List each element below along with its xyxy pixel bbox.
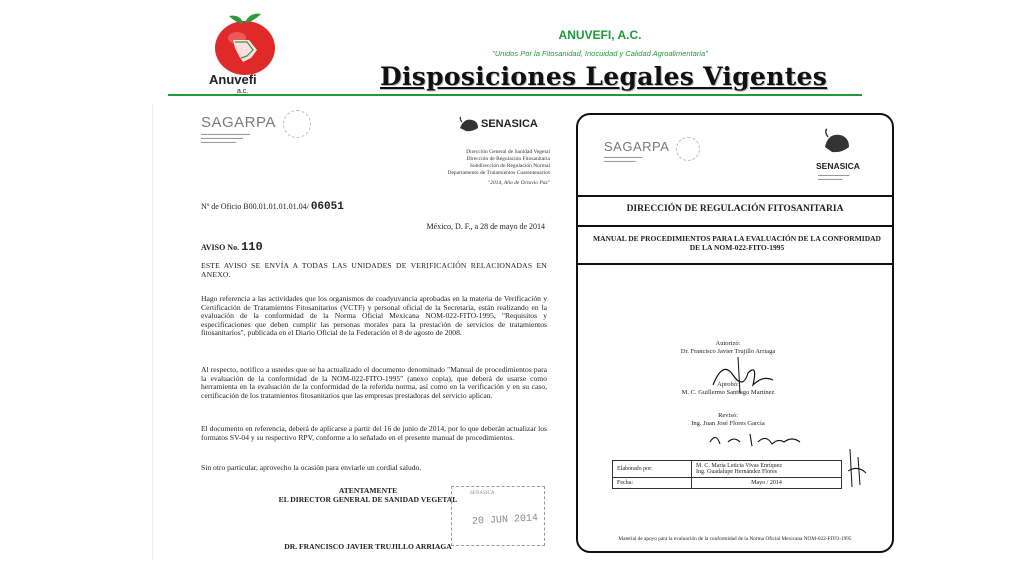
anuvefi-logo <box>205 10 285 94</box>
elaborated-label: Elaborado por: <box>613 461 692 478</box>
sagarpa-subtitle: ▬▬▬▬▬▬▬▬▬▬▬▬▬▬ ▬▬▬▬▬▬▬▬▬▬▬▬ ▬▬▬▬▬▬▬▬▬▬ <box>201 132 250 144</box>
aviso-value: 110 <box>241 240 263 254</box>
government-seal-icon <box>676 137 700 161</box>
approved-block <box>648 381 808 397</box>
separator <box>578 263 892 265</box>
senasica-logo: SENASICA <box>481 118 538 130</box>
signature-reviewed <box>706 430 806 450</box>
dept-line: Departamento de Tratamientos Cuarentenarios <box>447 170 550 176</box>
separator <box>578 195 892 197</box>
elaboration-table <box>612 460 842 489</box>
authorized-block <box>648 340 808 356</box>
aviso-subject: ESTE AVISO SE ENVÍA A TODAS LAS UNIDADES DE VERIFICACIÓN RELACIONADAS EN ANEXO. <box>201 261 547 279</box>
department-lines <box>405 149 550 187</box>
slide-header <box>0 0 1024 100</box>
manual-directorate: DIRECCIÓN DE REGULACIÓN FITOSANITARIA <box>626 204 844 214</box>
signature-margin <box>844 447 870 491</box>
stamp-header: SENASICA <box>470 491 495 496</box>
reviewed-name: Ing. Juan José Flores García <box>691 420 765 427</box>
closing-block <box>258 486 478 504</box>
year-note: "2014, Año de Octavio Paz" <box>487 180 550 186</box>
sagarpa-logo: SAGARPA <box>201 114 276 131</box>
signer-name: DR. FRANCISCO JAVIER TRUJILLO ARRIAGA <box>284 542 452 551</box>
manual-cover-document <box>576 113 894 553</box>
government-seal-icon <box>283 110 311 138</box>
senasica-bull-icon <box>458 116 480 134</box>
dept-line: Dirección General de Sanidad Vegetal <box>466 149 550 155</box>
document-date: México, D. F., a 28 de mayo de 2014 <box>426 222 545 231</box>
paragraph-2: Al respecto, notifico a ustedes que se ha actualizado el documento denominado "Manual de procedimientos para la evaluación de la conformidad de la NOM-022-FITO-1995" (anexo copia), que deberá de usarse como herramienta en la evaluación de la conformidad de la referida norma, así como en la verificación y en su caso, certificación de los tratamientos fitosanitarios que las empresas prestadoras del servicio aplican. <box>201 365 547 400</box>
sagarpa-logo: SAGARPA <box>604 139 670 154</box>
header-divider <box>168 94 862 96</box>
reviewed-block <box>648 412 808 428</box>
approved-name: M. C. Guillermo Santiago Martínez <box>681 389 775 396</box>
table-row <box>613 461 842 478</box>
paragraph-3: El documento en referencia, deberá de aplicarse a partir del 16 de junio de 2014, por lo que deberán actualizar los formatos SV-04 y su respectivo RPV, conforme a lo señalado en el presente manual de procedimientos. <box>201 424 547 442</box>
oficio-value: 06051 <box>310 201 344 213</box>
authorized-label: Autorizó: <box>715 340 741 347</box>
senasica-subtitle: ▬▬▬▬▬▬▬▬▬ ▬▬▬▬▬▬▬ <box>818 173 850 181</box>
closing-atentamente: ATENTAMENTE <box>338 486 398 495</box>
authorized-name: Dr. Francisco Javier Trujillo Arriaga <box>680 348 776 355</box>
date-label: Fecha: <box>613 478 692 489</box>
elaborated-names <box>692 461 842 478</box>
paragraph-1: Hago referencia a las actividades que los organismos de coadyuvancia aprobadas en la materia de Verificación y Certificación de Tratamientos Fitosanitarios (VCTF) y personal oficial de la Secretaría, están realizando en la evaluación de la conformidad de la Norma Oficial Mexicana NOM-022-FITO-1995, "Requisitos y especificaciones que deben cumplir las personas morales para la prestación de servicios de tratamientos fitosanitarios", publicada en el Diario Oficial de la Federación el 8 de agosto de 2008. <box>201 294 547 338</box>
stamp-date: 20 JUN 2014 <box>471 513 539 528</box>
oficio-number <box>201 201 344 213</box>
slide-title: Disposiciones Legales Vigentes <box>380 62 828 91</box>
org-name: ANUVEFI, A.C. <box>558 28 642 42</box>
manual-header <box>578 115 892 195</box>
aviso-label: AVISO No. <box>201 243 240 252</box>
org-slogan: "Unidos Por la Fitosanidad, Inocuidad y Calidad Agroalimentaria" <box>492 49 708 58</box>
approved-label: Aprobó: <box>717 381 739 388</box>
senasica-logo: SENASICA <box>816 161 860 171</box>
paragraph-4: Sin otro particular, aprovecho la ocasión para enviarle un cordial saludo. <box>201 463 422 472</box>
date-value: Mayo / 2014 <box>692 478 842 489</box>
svg-text:Anuvefi: Anuvefi <box>209 72 257 87</box>
sagarpa-subtitle: ▬▬▬▬▬▬▬▬▬▬▬ ▬▬▬▬▬▬▬▬▬ <box>604 155 643 163</box>
aviso-document <box>152 104 553 560</box>
oficio-label: Nº de Oficio B00.01.01.01.01.04/ <box>201 202 309 211</box>
dept-line: Dirección de Regulación Fitosanitaria <box>466 156 550 162</box>
dept-line: Subdirección de Regulación Normal <box>469 163 550 169</box>
senasica-bull-icon <box>822 127 852 159</box>
reviewed-label: Revisó: <box>718 412 738 419</box>
separator <box>578 225 892 227</box>
table-row <box>613 478 842 489</box>
aviso-number <box>201 240 263 254</box>
closing-title: EL DIRECTOR GENERAL DE SANIDAD VEGETAL <box>278 495 458 504</box>
manual-title: MANUAL DE PROCEDIMIENTOS PARA LA EVALUACIÓN DE LA CONFORMIDAD DE LA NOM-022-FITO-1995 <box>593 234 881 252</box>
manual-footer: Material de apoyo para la evaluación de la conformidad de la Norma Oficial Mexicana NOM-022-FITO-1995 <box>618 536 852 542</box>
elaborated-name: M. C. María Leticia Vivas Enríquez <box>696 463 783 469</box>
received-stamp <box>451 486 545 546</box>
elaborated-name: Ing. Guadalupe Hernández Flores <box>696 469 777 475</box>
svg-text:a.c.: a.c. <box>237 88 249 94</box>
